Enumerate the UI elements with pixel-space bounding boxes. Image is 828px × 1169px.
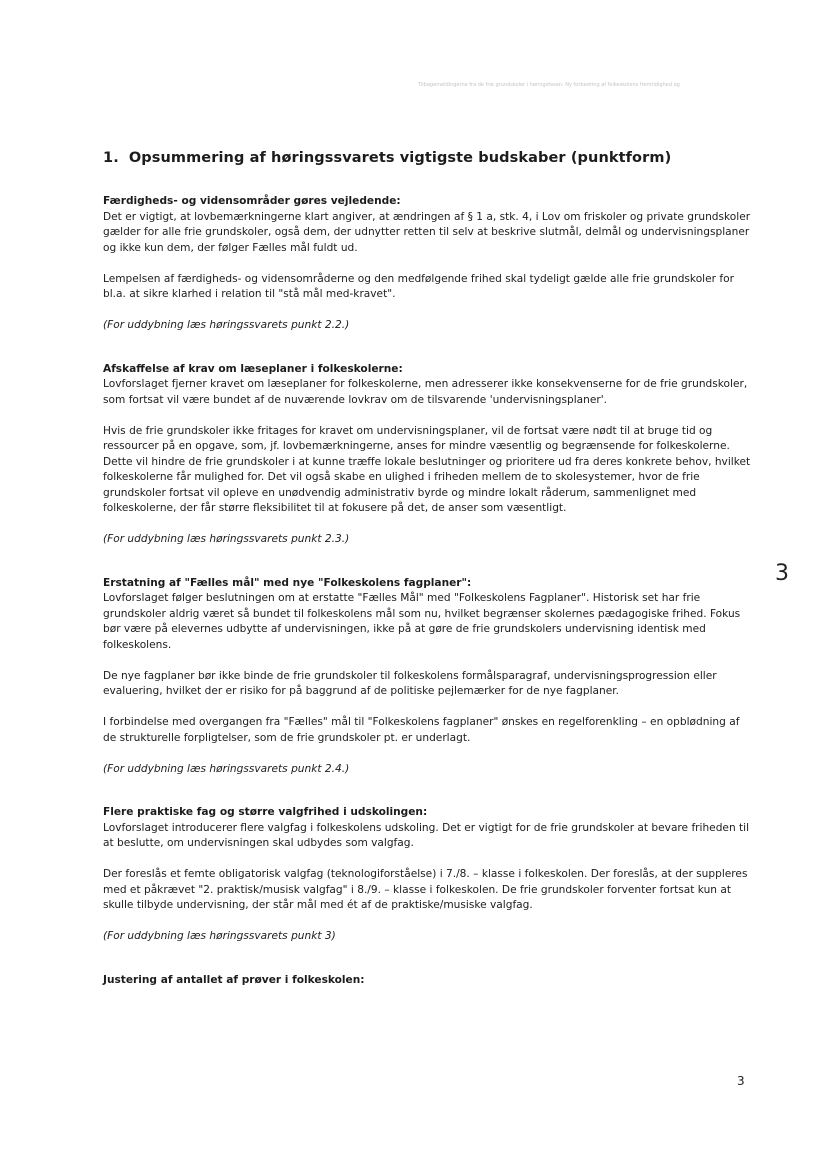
section-common-goals [103, 576, 753, 778]
document-body [103, 150, 753, 1016]
page-number: 3 [737, 1074, 745, 1088]
section-reading-plans [103, 362, 753, 548]
section-heading [103, 150, 753, 166]
section-title: Færdigheds- og vidensområder gøres vejledende: [103, 195, 401, 207]
paragraph: Lovforslaget introducerer flere valgfag i folkeskolens udskoling. Det er vigtigt for de frie grundskoler at bevare friheden til at beslutte, om undervisningen skal udbydes som valgfag. [103, 821, 750, 849]
paragraph: Der foreslås et femte obligatorisk valgfag (teknologiforståelse) i 7./8. – klasse i folkeskolen. Der foreslås, at der suppleres med et påkrævet "2. praktisk/musisk valgfag" i 8./9. – klasse i folkeskolen. De frie grundskoler forventer fortsat kun at skulle tilbyde undervisning, der står mål med ét af de praktiske/musiske valgfag. [103, 868, 748, 911]
paragraph: Lovforslaget fjerner kravet om læseplaner for folkeskolerne, men adresserer ikke konsekvenserne for de frie grundskoler, som fortsat vil være bundet af de nuværende lovkrav om de tilsvarende 'undervisningsplaner'. [103, 378, 748, 406]
reference-note: (For uddybning læs høringssvarets punkt 2.3.) [103, 533, 350, 545]
reference-note: (For uddybning læs høringssvarets punkt 3) [103, 930, 336, 942]
running-head: Tilbagemeldingerne fra de frie grundskoler i høringsfasen: Ny forbedring af folkeskolens fremtidighed og [418, 82, 680, 88]
section-title: Justering af antallet af prøver i folkeskolen: [103, 973, 365, 986]
section-title: Flere praktiske fag og større valgfrihed i udskolingen: [103, 806, 428, 818]
side-page-marker: 3 [775, 561, 789, 586]
section-competence-areas [103, 194, 753, 334]
paragraph: Lempelsen af færdigheds- og vidensområderne og den medfølgende frihed skal tydeligt gælde alle frie grundskoler for bl.a. at sikre klarhed i relation til "stå mål med-kravet". [103, 272, 734, 300]
heading-number: 1. [103, 150, 119, 166]
paragraph: Det er vigtigt, at lovbemærkningerne klart angiver, at ændringen af § 1 a, stk. 4, i Lov om friskoler og private grundskoler gælder for alle frie grundskoler, også dem, der udnytter retten til selv at beskrive slutmål, delmål og undervisningsplaner og ikke kun dem, der følger Fælles mål fuldt ud. [103, 210, 751, 254]
paragraph: Lovforslaget følger beslutningen om at erstatte "Fælles Mål" med "Folkeskolens Fagplaner". Historisk set har frie grundskoler aldrig været så bundet til folkeskolens mål som nu, hvilket begrænser skolernes pædagogiske frihed. Fokus bør være på elevernes udbytte af undervisningen, ikke på at gøre de frie grundskolers undervisning identisk med folkeskolens. [103, 592, 741, 651]
section-exams [103, 973, 753, 989]
reference-note: (For uddybning læs høringssvarets punkt 2.4.) [103, 762, 350, 775]
paragraph: I forbindelse med overgangen fra "Fælles" mål til "Folkeskolens fagplaner" ønskes en regelforenkling – en opblødning af de strukturelle forpligtelser, som de frie grundskoler pt. er underlagt. [103, 716, 740, 744]
heading-title: Opsummering af høringssvarets vigtigste budskaber (punktform) [128, 150, 672, 166]
paragraph: De nye fagplaner bør ikke binde de frie grundskoler til folkeskolens formålsparagraf, undervisningsprogression eller evaluering, hvilket der er risiko for på baggrund af de politiske pejlemærker for de nye fagplaner. [103, 669, 717, 697]
section-title: Afskaffelse af krav om læseplaner i folkeskolerne: [103, 362, 403, 375]
section-practical-subjects [103, 805, 753, 945]
paragraph: Hvis de frie grundskoler ikke fritages for kravet om undervisningsplaner, vil de fortsat være nødt til at bruge tid og ressourcer på en opgave, som, jf. lovbemærkningerne, anses for mindre væsentlig og begrænsende for folkeskolerne. Dette vil hindre de frie grundskoler i at kunne træffe lokale beslutninger og prioritere ud fra deres konkrete behov, hvilket folkeskolerne får mulighed for. Det vil også skabe en ulighed i friheden mellem de to skolesystemer, hvor de frie grundskoler fortsat vil opleve en unødvendig administrativ byrde og mindre lokalt råderum, sammenlignet med folkeskolerne, der får større fleksibilitet til at fokusere på det, de anser som væsentligt. [103, 424, 751, 514]
reference-note: (For uddybning læs høringssvarets punkt 2.2.) [103, 319, 350, 331]
section-title: Erstatning af "Fælles mål" med nye "Folkeskolens fagplaner": [103, 576, 472, 589]
